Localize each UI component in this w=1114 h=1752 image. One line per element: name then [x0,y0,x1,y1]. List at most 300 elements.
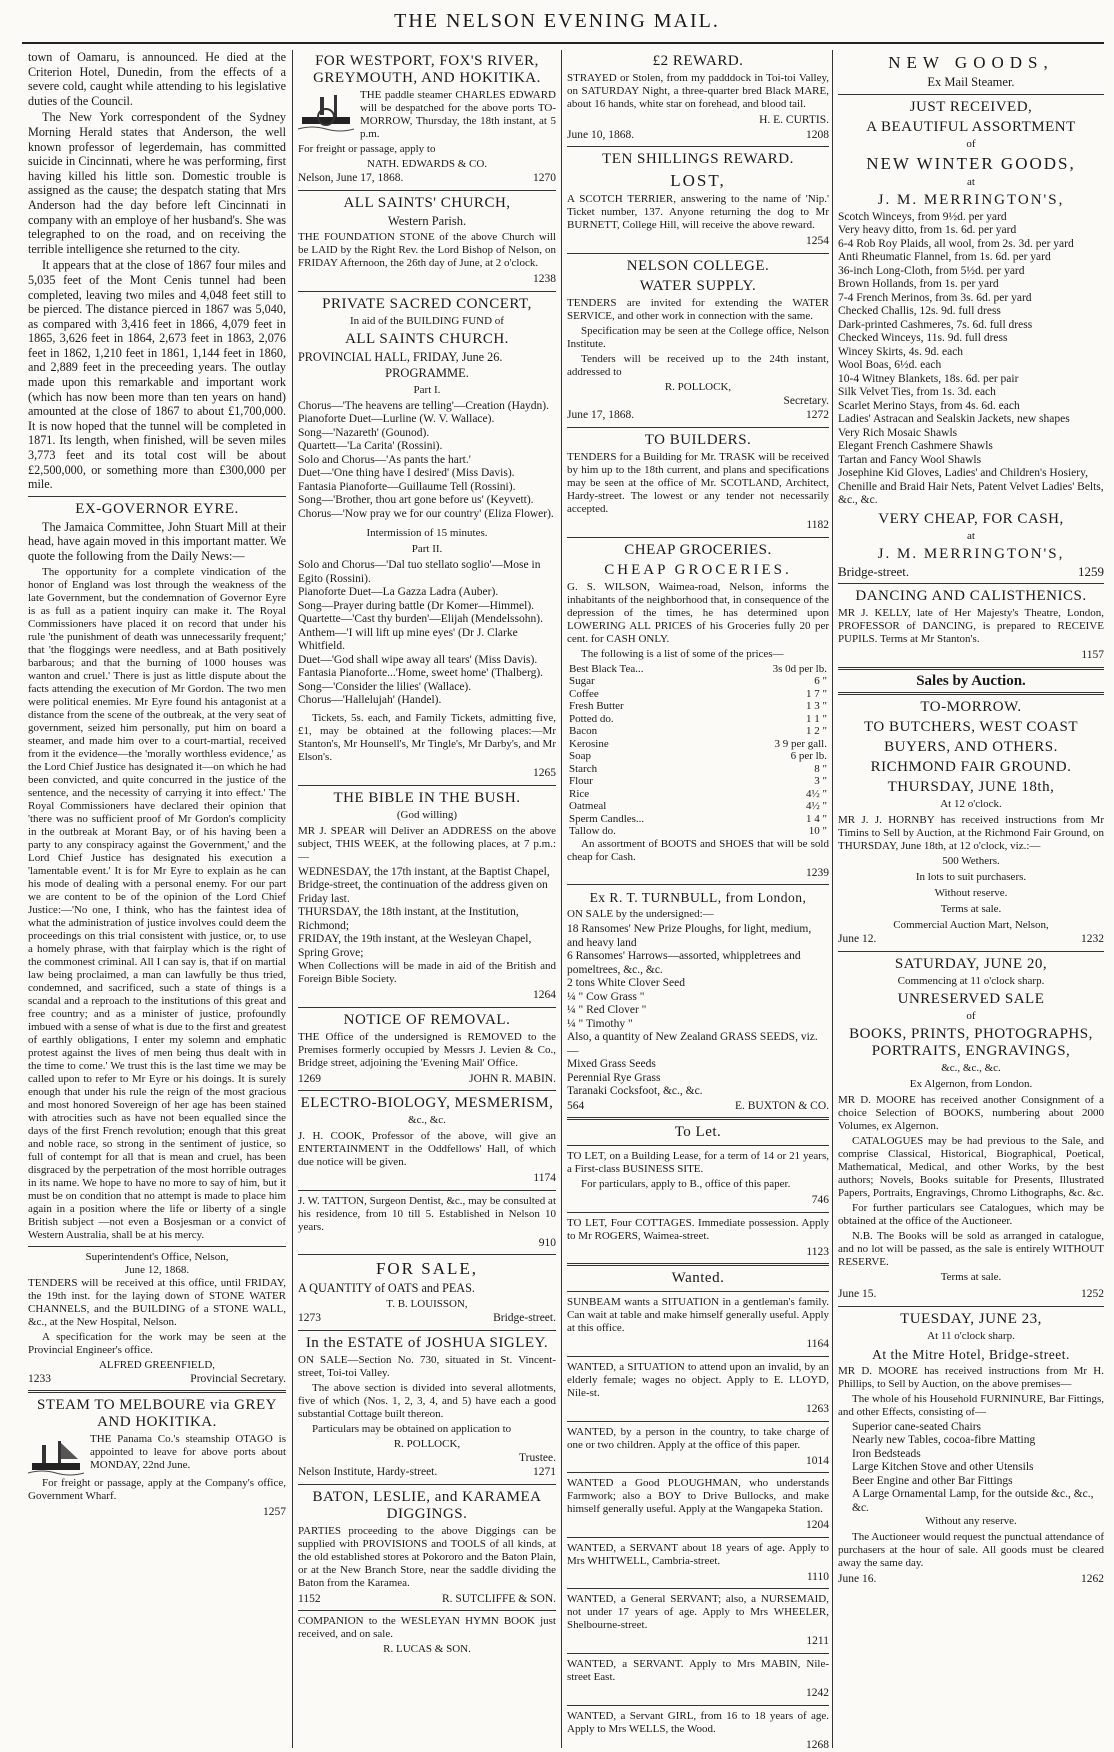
ad-heading: In the ESTATE of JOSHUA SIGLEY. [305,1334,549,1351]
programme-item: Pianoforte Duet—La Gazza Ladra (Auber). [298,586,499,599]
divider [567,1356,829,1357]
ad-number: 1239 [806,866,829,879]
divider [28,1390,286,1393]
ad-body: Particulars may be obtained on application to [312,1422,512,1435]
ad-heading: At the Mitre Hotel, Bridge-street. [872,1346,1070,1362]
section-heading: Wanted. [671,1270,725,1287]
price-item: Rice [569,787,590,800]
ad-subheading: Ex Mail Steamer. [927,75,1015,89]
price-value: 4½ " [806,800,827,813]
programme-item: Fantasia Pianoforte...'Home, sweet home' (Thalberg). [298,667,544,680]
ad-footer [567,1245,829,1260]
price-row [567,738,829,751]
ad-signature: Commercial Auction Mart, Nelson, [893,919,1049,932]
ad-footer [567,1402,829,1417]
ad-heading: A BEAUTIFUL ASSORTMENT [866,118,1076,135]
divider [298,1484,556,1485]
masthead-rule [22,42,1104,44]
divider [298,785,556,786]
ad-date: June 16. [838,1573,877,1586]
ad-body: ON SALE—Section No. 730, situated in St. Vincent-street, Toi-toi Valley. [298,1353,556,1379]
price-item: Oatmeal [569,800,607,813]
price-item: Starch [569,762,598,775]
ad-title: Provincial Secretary. [190,1372,286,1385]
ad-subheading: In aid of the BUILDING FUND of [350,314,504,327]
ad-number: 1164 [806,1338,829,1351]
goods-item: Wincey Skirts, 4s. 9d. each [838,345,964,358]
ad-footer [567,866,829,881]
ad-number: 1182 [806,518,829,531]
ad-number: 1265 [533,766,556,779]
ad-heading: JUST RECEIVED, [909,98,1033,115]
ad-heading: £2 REWARD. [652,53,744,69]
ad-footer [567,394,829,409]
ad-body: J. W. TATTON, Surgeon Dentist, &c., may be consulted at his residence, from 10 till 5. Established in Nelson 10 years. [298,1194,556,1233]
ad-footer [567,128,829,143]
ad-heading: BATON, LESLIE, and KARAMEA DIGGINGS. [312,1488,542,1522]
price-row [567,825,829,838]
ad-footer [298,1072,556,1087]
ad-number: 1257 [263,1506,286,1519]
divider [298,1190,556,1191]
ad-body: THE FOUNDATION STONE of the above Church will be LAID by the Right Rev. the Lord Bishop of Nelson, on FRIDAY Afternoon, the 26th day of June, at 2 o'clock. [298,231,556,270]
price-value: 1 2 " [806,725,827,738]
divider [567,146,829,147]
price-value: 3 " [814,775,827,788]
ad-number: 1254 [806,235,829,248]
ad-subheading: &c., &c. [408,1114,446,1127]
ad-body: MR J. SPEAR will Deliver an ADDRESS on the above subject, THIS WEEK, at the following places, at 7 p.m.:— [298,824,556,863]
programme-item: Chorus—'The heavens are telling'—Creation (Haydn). [298,399,550,412]
ad-footer [838,1572,1104,1587]
price-value: 4½ " [806,787,827,800]
ad-body: When Collections will be made in aid of the British and Foreign Bible Society. [298,960,556,986]
price-row [567,800,829,813]
goods-item: Wool Boas, 6½d. each [838,359,942,372]
programme-item: Chorus—'Now pray we for our country' (Eliza Flower). [298,507,554,520]
ad-footer [298,1592,556,1607]
wanted-ad: WANTED, a SERVANT about 18 years of age. Apply to Mrs WHITWELL, Cambria-street. [567,1541,829,1567]
divider [298,1610,556,1611]
programme-item: Song—'Nazareth' (Gounod). [298,426,430,439]
ad-title: Secretary. [783,394,829,407]
goods-item: 18 Ransomes' New Prize Ploughs, for light, medium, and heavy land [567,923,812,949]
ad-heading: J. M. MERRINGTON'S, [877,191,1065,208]
programme-item: Chorus—'Hallelujah' (Handel). [298,694,442,707]
ad-heading: CHEAP GROCERIES. [604,561,792,578]
ad-heading: ALL SAINTS CHURCH. [345,330,509,347]
goods-item: Perennial Rye Grass [567,1071,661,1084]
goods-item: Checked Winceys, 11s. 9d. full dress [838,332,1008,345]
programme-item: Duet—'One thing have I desired' (Miss Davis). [298,467,515,480]
ad-date: Nelson, June 17, 1868. [298,172,404,184]
ad-footer [838,565,1104,580]
ad-heading: TEN SHILLINGS REWARD. [602,151,794,168]
ad-heading: PRIVATE SACRED CONCERT, [322,295,532,312]
ad-body: The following is a list of some of the prices— [581,647,784,660]
price-item: Soap [569,750,591,763]
article-paragraph: The New York correspondent of the Sydney Morning Herald states that Anderson, the well known professor of legerdemain, has committed suicide in Cincinnati, where he was performing, first having killed his little son. Domestic trouble is assigned as the cause; the despatch stating that Mrs Anderson had the day before left Cincinnati in company with an employe of her husband's. She was telegraphed to on the road, and on receiving the terrible intelligence she returned to the city. [28,110,286,256]
ad-heading: CHEAP GROCERIES. [624,541,772,558]
ad-venue: PROVINCIAL HALL, FRIDAY, June 26. [298,349,503,364]
ad-time: At 12 o'clock. [940,798,1002,811]
ad-footer [567,234,829,249]
price-row [567,700,829,713]
ad-heading: NEW GOODS, [888,53,1054,72]
goods-item: Very heavy ditto, from 1s. 6d. per yard [838,224,1017,237]
ad-footer [298,1465,556,1480]
price-value: 10 " [808,825,827,838]
ad-footer [567,1518,829,1533]
price-row [567,688,829,701]
goods-list [838,211,1104,508]
auction-item: Large Kitchen Stove and other Utensils [852,1461,1034,1474]
goods-item: 36-inch Long-Cloth, from 5½d. per yard [838,264,1025,277]
ad-body: N.B. The Books will be sold as arranged in catalogue, and no lot will be passed, as the sale is entirely WITHOUT RESERVE. [838,1229,1104,1268]
section-heading: Sales by Auction. [916,672,1026,689]
ad-date: June 12. [838,933,877,946]
goods-item: Scarlet Merino Stays, from 4s. 6d. each [838,399,1020,412]
ad-body: MR J. J. HORNBY has received instructions from Mr Timins to Sell by Auction, at the Richmond Fair Ground, on THURSDAY, June 18th, at 12 o'clock, viz.:— [838,814,1104,853]
ad-heading: RICHMOND FAIR GROUND. [870,759,1072,776]
price-row [567,788,829,801]
divider [567,1421,829,1422]
ad-heading: TUESDAY, JUNE 23, [900,1310,1042,1327]
ad-number: 1152 [298,1592,321,1605]
programme-intermission: Intermission of 15 minutes. [366,527,488,540]
ad-heading: NELSON COLLEGE. [626,257,770,274]
price-item: Bacon [569,725,598,738]
divider [567,1588,829,1589]
ad-date: June 10, 1868. [567,128,635,141]
auction-list [838,1421,1104,1516]
ad-body: MR J. KELLY, late of Her Majesty's Theatre, London, PROFESSOR of DANCING, is prepared to RECEIVE PUPILS. Terms at Mr Stanton's. [838,607,1104,646]
programme-item: Anthem—'I will lift up mine eyes' (Dr J. Clarke Whitfield. [298,626,518,653]
ad-footer [298,272,556,287]
goods-item: 6 Ransomes' Harrows—assorted, whippletrees and pomeltrees, &c., &c. [567,950,801,976]
price-row [567,725,829,738]
ad-heading: TO BUTCHERS, WEST COAST [863,719,1079,736]
ad-number: 1252 [1081,1287,1104,1300]
ad-footer [567,1454,829,1469]
ad-number: 1259 [1078,563,1104,579]
price-value: 1 1 " [806,712,827,725]
ad-body: CATALOGUES may be had previous to the Sale, and comprise Classical, Historical, Biographical, Poetical, Mathematical, Medical, and other Works, by the best authors; Novels, Books suitable for Presents, Illustrated Papers, Portraits, Engravings, Chromo Lithographs, &c. &c. [838,1134,1104,1199]
ad-footer [298,171,556,186]
ad-body: THE Office of the undersigned is REMOVED to the Premises formerly occupied by Messrs J. Levien & Co., Bridge street, adjoining the 'Evening Mail' Office. [298,1030,556,1069]
goods-item: Also, a quantity of New Zealand GRASS SEEDS, viz.— [567,1031,818,1057]
goods-item: Brown Hollands, from 1s. per yard [838,278,999,291]
ad-body: TO LET, Four COTTAGES. Immediate possession. Apply to Mr ROGERS, Waimea-street. [567,1216,829,1242]
ad-subheading: (God willing) [396,808,458,821]
goods-item: Josephine Kid Gloves, Ladies' and Children's Hosiery, Chenille and Braid Hair Nets, Patent Velvet Ladies' Belts, &c., &c. [838,467,1104,507]
ad-heading: BOOKS, PRINTS, PHOTOGRAPHS, PORTRAITS, ENGRAVINGS, [849,1025,1093,1059]
price-row [567,675,829,688]
ad-footer [838,648,1104,663]
steamship-icon [28,1435,84,1477]
ad-footer [567,113,829,128]
ad-note: In lots to suit purchasers. [915,871,1027,884]
goods-item: ¼ " Timothy " [567,1017,633,1030]
ad-signature: H. E. CURTIS. [759,114,829,126]
ad-footer [298,988,556,1003]
ad-body: The above section is divided into several allotments, five of which (Nos. 1, 2, 3, 4, and 5) have each a good substantial Cottage built thereon. [298,1381,556,1420]
goods-item: 7-4 French Merinos, from 3s. 6d. per yard [838,291,1032,304]
ad-connector: of [966,1009,976,1022]
ad-heading: SATURDAY, JUNE 20, [894,955,1048,972]
ad-signature: R. LUCAS & SON. [383,1643,471,1656]
ad-body: For further particulars see Catalogues, which may be obtained at the office of the Auctioneer. [838,1201,1104,1227]
divider [567,1472,829,1473]
ad-number: 1208 [806,128,829,141]
ad-signature: E. BUXTON & CO. [734,1099,829,1112]
programme-item: Fantasia Pianoforte—Guillaume Tell (Rossini). [298,480,516,493]
ad-number: 564 [567,1099,585,1112]
article-quote: The opportunity for a complete vindication of the honor of England was lost through the weakness of the late Government, but the condemnation of Governor Eyre is as full as a patient inquiry can make it. The Royal Commissioners have placed it on record that under his rule 'the punishment of death was unnecessarily frequent;' that 'the floggings were needless, and at Bath positively barbarous; and that the burning of 1000 houses was wanton and cruel.' There is just as little dispute about the facts attending the execution of Mr Gordon. The two men were political enemies. Mr Eyre found his antagonist at a distance from the scene of the outbreak, at the very seat of government, seized him personally, put him on board a steamer, and made him over to a court-martial, received from it the evidence—the 'morally worthless evidence,' as the Lord Chief Justice has designated it—on which he had been convicted, and quite concurred in the justice of the sentence, and the necessity of carrying it into effect.' The Royal Commissioners have declared their opinion that 'there was no sufficient proof of Mr Gordon's complicity in the outbreak at Morant Bay, or of his having been a party to any conspiracy against the Government,' and the Lord Chief Justice has designated his execution a 'lamentable event.' It is for Mr Eyre to explain as he can his mode of dealing with a personal enemy. For our part we are content to be of the opinion of the Lord Chief Justice:—'No one, I think, who has the faintest idea of what the administration of justice involves could deem the proceedings on this trial consistent with justice, or, to use a homely phrase, with that fairplay which is the right of the commonest criminal. All I can say is, that if on martial law being proclaimed, a man can lawfully be thus tried, condemned, and sacrificed, such a state of things is a scandal and a reproach to the institutions of this great and free country; and as a minister of justice, profoundly imbued with a sense of what is due to the first and greatest of earthly obligations, I enter my solemn and emphatic protest against the lives of men being thus dealt with in the time to come.' We trust this is the last time we may be called upon to refer to Mr Eyre or his doings. It is surely enough that under his rule the reign of the most gracious and most honored Sovereign of her age has been stained with atrocities such as have not been equalled since the days of the first French revolution; enough that this great and noble race, so strong in the sentiment of justice, so full of contempt for all that is mean and cruel, has been disgraced by the perpetration of the most horrible outrages in its name. We hope to have no more to say of him, but it must be on condition that no attempt is made to place him again in a position where the life or liberty of a single British subject —not even a Bosjesman or a convict of Western Australia, shall be at his mercy. [28,565,286,1241]
programme-list [298,400,556,522]
ad-footer [567,1099,829,1114]
ad-body: TENDERS for a Building for Mr. TRASK will be received by him up to the 18th current, and plans and specifications may be seen at the office of Mr. SCOTLAND, Architect, Hardy-street. The lowest or any tender not necessarily accepted. [567,450,829,515]
programme-item: Song—'Brother, thou art gone before us' (Keyvett). [298,494,534,507]
ad-number: 1264 [533,989,556,1002]
ad-office: Superintendent's Office, Nelson, [85,1250,229,1263]
divider [298,1090,556,1091]
divider [567,1653,829,1654]
ad-body: THE paddle steamer CHARLES EDWARD will be despatched for the above ports TO-MORROW, Thursday, the 18th instant, at 5 p.m. [360,89,556,140]
ad-connector: of [966,137,976,150]
ad-body: TENDERS will be received at this office, until FRIDAY, the 19th inst. for the laying down of STONE WATER CHANNELS, and the BUILDING of a STONE WALL, &c., at the New Hospital, Nelson. [28,1276,286,1328]
ad-heading: NOTICE OF REMOVAL. [343,1011,511,1028]
divider [567,1705,829,1706]
ad-footer [298,766,556,781]
goods-item: Checked Challis, 12s. 9d. full dress [838,305,1001,318]
ad-number: 1271 [533,1466,556,1479]
ad-number: 1272 [806,409,829,422]
programme-part: Part I. [413,383,441,396]
ad-subheading: Ex Algernon, from London. [909,1077,1033,1090]
ad-number: 1211 [806,1635,829,1648]
price-row [567,713,829,726]
ad-signature: T. B. LOUISSON, [386,1298,468,1311]
goods-item: Tartan and Fancy Wool Shawls [838,453,982,466]
ad-signature: R. POLLOCK, [393,1437,461,1450]
ad-connector: at [967,529,975,542]
goods-list [567,923,829,1099]
ad-footer [838,932,1104,947]
ad-body: MR D. MOORE has received another Consignment of a choice Selection of BOOKS, numbering about 2000 Volumes, ex Algernon. [838,1093,1104,1132]
ad-number: 1157 [1081,649,1104,662]
ad-heading: VERY CHEAP, FOR CASH, [878,510,1064,527]
divider [838,692,1104,695]
ad-body: A SCOTCH TERRIER, answering to the name of 'Nip.' Ticket number, 137. Anyone returning the dog to Mr BURNETT, College Hill, will receive the above reward. [567,193,829,232]
ad-number: 1123 [806,1245,829,1258]
divider [567,427,829,428]
divider [567,1263,829,1266]
price-item: Fresh Butter [569,700,624,713]
bible-item: FRIDAY, the 19th instant, at the Wesleyan Chapel, Spring Grove; [298,933,532,959]
programme-item: Song—Prayer during battle (Dr Komer—Himmel). [298,599,535,612]
programme-item: Duet—'God shall wipe away all tears' (Miss Davis). [298,653,538,666]
price-value: 6 per lb. [790,750,827,763]
column-4 [838,50,1104,1748]
ad-number: 910 [538,1236,556,1249]
price-item: Tallow do. [569,825,616,838]
ad-heading: ELECTRO-BIOLOGY, MESMERISM, [300,1095,554,1112]
ad-heading: FOR WESTPORT, FOX'S RIVER, GREYMOUTH, AND HOKITIKA. [313,53,541,86]
price-value: 3s 0d per lb. [772,662,827,675]
ad-heading: Ex R. T. TURNBULL, from London, [589,890,807,906]
ad-body: TO LET, on a Building Lease, for a term of 14 or 21 years, a First-class BUSINESS SITE. [567,1150,829,1176]
ad-number: 1268 [806,1738,829,1748]
price-value: 3 9 per gall. [774,737,827,750]
ad-number: 746 [811,1194,829,1207]
column-3 [567,50,829,1748]
ad-time: Commencing at 11 o'clock sharp. [897,974,1045,987]
ad-heading: THE BIBLE IN THE BUSH. [333,789,521,806]
price-item: Potted do. [569,712,614,725]
ad-body: J. H. COOK, Professor of the above, will give an ENTERTAINMENT in the Oddfellows' Hall, of which due notice will be given. [298,1130,556,1169]
divider [567,253,829,254]
ad-subheading: LOST, [670,171,726,191]
ad-address: Nelson Institute, Hardy-street. [298,1466,438,1479]
price-row [567,663,829,676]
ad-number: 1269 [298,1072,321,1085]
ad-signature: NATH. EDWARDS & CO. [366,158,488,170]
wanted-ad: WANTED, a SERVANT. Apply to Mrs MABIN, Nile-street East. [567,1658,829,1683]
auction-item: Nearly new Tables, cocoa-fibre Matting [852,1434,1036,1447]
programme-item: Quartett—'La Carita' (Rossini). [298,440,443,453]
ad-footer [567,1738,829,1748]
ad-signature: ALFRED GREENFIELD, [98,1358,216,1371]
ad-time: At 11 o'clock sharp. [927,1329,1015,1342]
ad-connector: &c., &c., &c. [941,1061,1001,1074]
ad-note: Terms at sale. [940,1270,1002,1283]
divider [298,1330,556,1331]
ad-footer [298,1311,556,1326]
ad-body: An assortment of BOOTS and SHOES that will be sold cheap for Cash. [567,837,829,863]
auction-item: A Large Ornamental Lamp, for the outside &c., &c., &c. [852,1488,1094,1514]
price-item: Coffee [569,687,599,700]
ad-body: G. S. WILSON, Waimea-road, Nelson, informs the inhabitants of the neighborhood that, in consequence of the depression of the times, he has determined upon LOWERING ALL PRICES of his Groceries fully 20 per cent. for CASH ONLY. [567,580,829,645]
column-rule [832,50,833,1748]
price-row [567,763,829,776]
goods-item: Elegant French Cashmere Shawls [838,440,993,453]
ad-body: For particulars, apply to B., office of this paper. [581,1178,791,1191]
ad-connector: at [967,175,975,188]
goods-item: 10-4 Witney Blankets, 18s. 6d. per pair [838,372,1019,385]
ad-heading: TO-MORROW. [920,699,1022,716]
goods-item: Very Rich Mosaic Shawls [838,426,958,439]
programme-item: Quartette—'Cast thy burden'—Elijah (Mendelssohn). [298,613,543,626]
goods-item: ¼ " Cow Grass " [567,990,645,1003]
ad-number: 1263 [806,1403,829,1416]
divider [298,190,556,191]
ad-heading: NEW WINTER GOODS, [866,153,1076,173]
ad-body: The whole of his Household FURNINURE, Bar Fittings, and other Effects, consisting of— [838,1392,1104,1418]
ad-number: 1242 [806,1687,829,1699]
goods-item: 6-4 Rob Roy Plaids, all wool, from 2s. 3d. per yard [838,237,1074,250]
ad-body: Tenders will be received up to the 24th instant, addressed to [567,352,829,378]
price-value: 6 " [814,675,827,688]
divider [838,667,1104,670]
ad-footer [298,1171,556,1186]
ad-footer [567,1337,829,1352]
ad-number: 1262 [1081,1573,1104,1586]
paddle-steamer-icon [298,91,354,133]
price-row [567,750,829,763]
programme-item: Song—'Consider the lilies' (Wallace). [298,680,472,693]
ad-body: THE Panama Co.'s steamship OTAGO is appointed to leave for above ports about MONDAY, 22nd June. [90,1433,286,1472]
ad-date: June 12, 1868. [124,1263,190,1276]
ad-footer [567,518,829,533]
ad-body: Specification may be seen at the College office, Nelson Institute. [567,324,829,350]
goods-item: Ladies' Astracan and Sealskin Jackets, new shapes [838,413,1070,426]
divider [567,1291,829,1292]
price-item: Sugar [569,675,595,688]
ad-body: TENDERS are invited for extending the WATER SERVICE, and other work in connection with the same. [567,296,829,322]
divider [567,1212,829,1213]
ad-footer [567,408,829,423]
article-paragraph: The Jamaica Committee, John Stuart Mill at their head, have again moved in this important matter. We quote the following from the Daily News:— [28,519,286,563]
ad-body: PARTIES proceeding to the above Diggings can be supplied with PROVISIONS and TOOLS of all kinds, at the old established stores at Pokororo and the Baton Plain, or at the New Branch Store, near the saddle dividing the Baton from the Karamea. [298,1524,556,1589]
auction-item: Beer Engine and other Bar Fittings [852,1474,1013,1487]
ad-heading: UNRESERVED SALE [897,990,1045,1007]
price-value: 8 " [814,762,827,775]
programme-part: Part II. [411,543,443,556]
auction-item: 500 Wethers. [942,855,1000,868]
ad-number: 1110 [806,1570,829,1583]
ad-subheading: Western Parish. [387,213,467,228]
ad-date: June 17, 1868. [567,409,635,422]
ad-footer [28,1372,286,1387]
programme-item: Solo and Chorus—'As pants the hart.' [298,453,471,466]
bible-item: WEDNESDAY, the 17th instant, at the Baptist Chapel, Bridge-street, the continuation of the address given on Friday last. [298,865,550,905]
column-2 [298,50,556,1748]
price-item: Flour [569,775,593,788]
ad-number: 1233 [28,1372,51,1385]
wanted-ad: WANTED, a SITUATION to attend upon an invalid, by an elderly female; wages no object. Apply to E. LLOYD, Nile-st. [567,1361,829,1400]
divider [567,1117,829,1120]
section-heading: To Let. [674,1124,722,1141]
bible-list [298,866,556,961]
ad-heading: J. M. MERRINGTON'S, [877,545,1065,562]
article-paragraph: It appears that at the close of 1867 four miles and 5,035 feet of the Mont Cenis tunnel had been completed, leaving two miles and 4,048 feet still to be pierced. The distance pierced in 1867 was 5,040, as compared with 3,416 feet in 1866, 4,079 feet in 1865, 3,626 feet in 1864, 2,673 feet in 1863, 2,076 feet in 1862, 1,210 feet in 1861, 1,144 feet in 1860, and 2,889 feet in the preceeding years. The outlay made upon this remarkable and important work (which has now been more than ten years on hand) amounted at the close of 1867 to about £1,700,000. It is now hoped that the tunnel will be completed in 1871. Its length, when finished, will be seven miles 3,773 feet and its total cost will be about £2,500,000, or something more than £300,000 per mile. [28,258,286,492]
goods-item: Mixed Grass Seeds [567,1058,656,1071]
auction-item: Iron Bedsteads [852,1447,921,1460]
price-value: 1 3 " [806,700,827,713]
ad-body: STRAYED or Stolen, from my padddock in Toi-toi Valley, on SATURDAY Night, a three-quarter bred Black MARE, about 16 hands, white star on forehead, and blood tail. [567,72,829,110]
ad-footer [838,1287,1104,1302]
goods-item: Silk Velvet Ties, from 1s. 3d. each [838,386,996,399]
divider [28,1246,286,1247]
wanted-ad: WANTED, a General SERVANT; also, a NURSEMAID, not under 17 years of age. Apply to Mrs WHEELER, Shelbourne-street. [567,1593,829,1632]
ad-footer [567,1634,829,1649]
ad-footer [28,1505,286,1520]
ad-number: 1238 [533,273,556,286]
price-item: Best Black Tea... [569,662,644,675]
divider [838,94,1104,95]
divider [567,1145,829,1146]
ad-footer [567,1193,829,1208]
price-value: 1 4 " [806,812,827,825]
wanted-ad: WANTED a Good PLOUGHMAN, who understands Farmwork; also a BOY to Drive Bullocks, and make himself generally useful. Apply at the Wangapeka Station. [567,1477,829,1516]
ad-note: Without any reserve. [925,1515,1017,1528]
column-1 [28,50,286,1748]
ad-signature: JOHN R. MABIN. [469,1072,556,1085]
goods-item: Scotch Winceys, from 9½d. per yard [838,210,1007,223]
ad-heading: STEAM TO MELBOURE via GREY AND HOKITIKA. [37,1397,277,1431]
ad-number: 1232 [1081,933,1104,946]
